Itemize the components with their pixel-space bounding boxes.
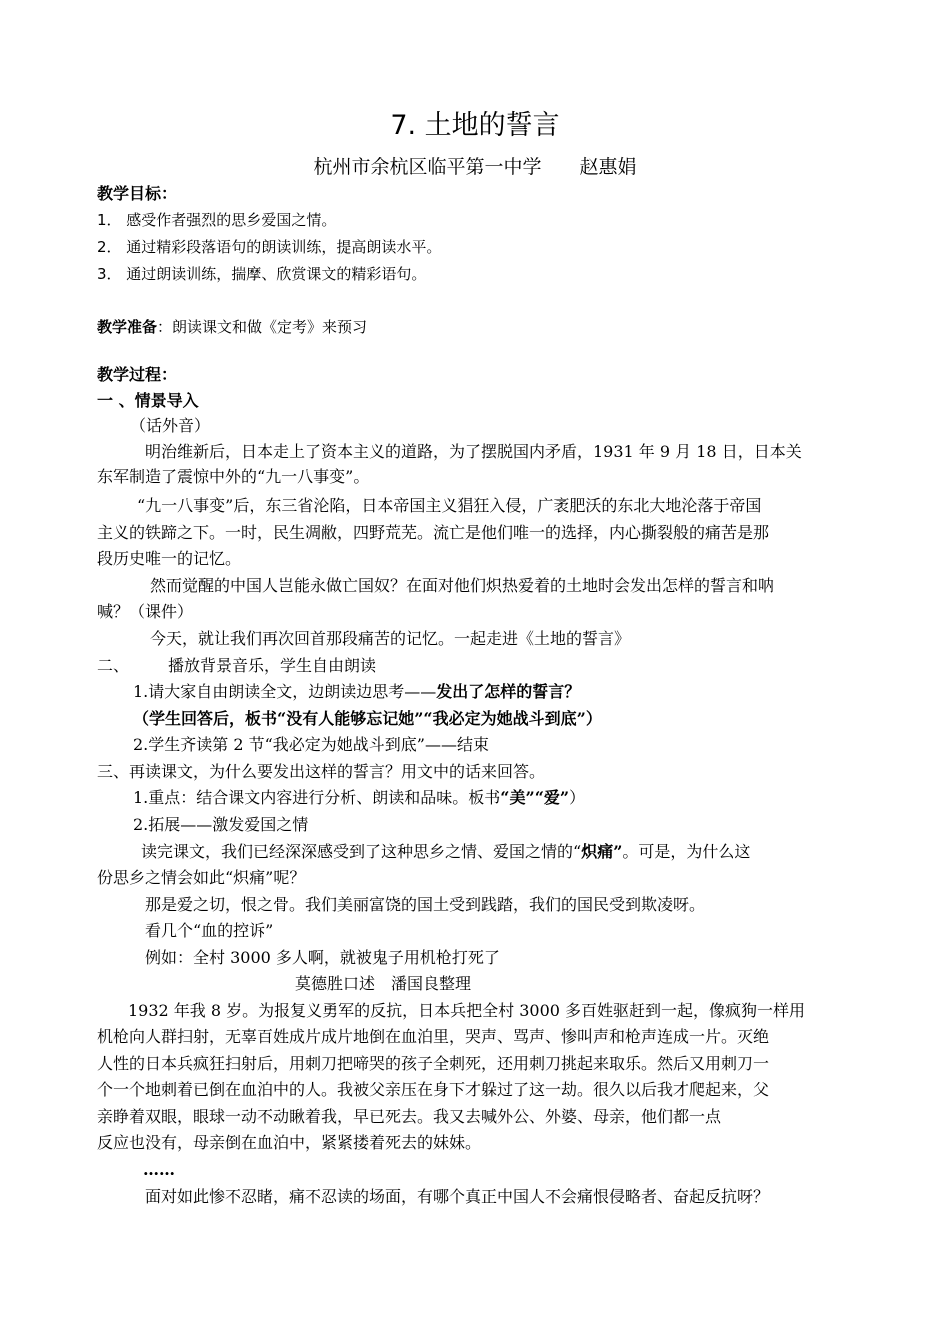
goal-item: 2． 通过精彩段落语句的朗读训练，提高朗读水平。 bbox=[97, 238, 442, 256]
text-emphasis: 炽痛” bbox=[581, 842, 623, 861]
story-line: 机枪向人群扫射，无辜百姓成片成片地倒在血泊里，哭声、骂声、惨叫声和枪声连成一片。灭绝 bbox=[97, 1027, 770, 1046]
paragraph-line: “九一八事变”后，东三省沦陷，日本帝国主义猖狂入侵，广袤肥沃的东北大地沦落于帝国 bbox=[137, 496, 762, 515]
goal-item: 1． 感受作者强烈的思乡爱国之情。 bbox=[97, 211, 337, 229]
item-text: 1.重点：结合课文内容进行分析、朗读和品味。板书 bbox=[133, 788, 501, 807]
paragraph-line: 那是爱之切，恨之骨。我们美丽富饶的国土受到践踏，我们的国民受到欺凌呀。 bbox=[145, 895, 706, 914]
paragraph-line: 例如：全村 3000 多人啊，就被鬼子用机枪打死了 bbox=[145, 948, 500, 967]
item-emphasis: 发出了怎样的誓言？ bbox=[436, 682, 581, 701]
section-2-number: 二、 bbox=[97, 656, 130, 675]
item-emphasis: “美”“爱” bbox=[500, 788, 570, 807]
paragraph-line: 今天，就让我们再次回首那段痛苦的记忆。一起走进《土地的誓言》 bbox=[150, 629, 631, 648]
item-tail: ） bbox=[569, 788, 586, 807]
paragraph-line: 主义的铁蹄之下。一时，民生凋敝，四野荒芜。流亡是他们唯一的选择，内心撕裂般的痛苦是那 bbox=[97, 523, 770, 542]
paragraph-line: 然而觉醒的中国人岂能永做亡国奴？在面对他们炽热爱着的土地时会发出怎样的誓言和呐 bbox=[150, 576, 775, 595]
story-line: 个一个地刺着已倒在血泊中的人。我被父亲压在身下才躲过了这一劫。很久以后我才爬起来，父 bbox=[97, 1080, 770, 1099]
paragraph-line bbox=[141, 840, 750, 864]
goals-heading: 教学目标： bbox=[97, 184, 178, 203]
paragraph-line: 明治维新后，日本走上了资本主义的道路，为了摆脱国内矛盾，1931 年 9 月 18 日，日本关 bbox=[145, 442, 802, 461]
paragraph-line: 面对如此惨不忍睹，痛不忍读的场面，有哪个真正中国人不会痛恨侵略者、奋起反抗呀？ bbox=[145, 1187, 770, 1206]
document-subtitle: 杭州市余杭区临平第一中学 赵惠娟 bbox=[313, 156, 637, 178]
item-text: 1.请大家自由朗读全文，边朗读边思考—— bbox=[133, 682, 437, 701]
paragraph-line: 段历史唯一的记忆。 bbox=[97, 549, 242, 568]
section-3-item-1 bbox=[133, 786, 585, 810]
story-line: 1932 年我 8 岁。为报复义勇军的反抗，日本兵把全村 3000 多百姓驱赶到一起，像疯狗一样用 bbox=[128, 1001, 806, 1020]
section-3-heading: 三、再读课文，为什么要发出这样的誓言？用文中的话来回答。 bbox=[97, 762, 546, 781]
section-2-item-2: 2.学生齐读第 2 节“我必定为她战斗到底”——结束 bbox=[133, 735, 489, 754]
section-1-heading: 一 、情景导入 bbox=[97, 391, 199, 410]
prep-line bbox=[97, 315, 367, 339]
ellipsis: …… bbox=[143, 1160, 175, 1179]
story-line: 人性的日本兵疯狂扫射后，用刺刀把啼哭的孩子全刺死，还用刺刀挑起来取乐。然后又用刺刀一 bbox=[97, 1054, 770, 1073]
prep-label: 教学准备 bbox=[97, 318, 158, 336]
voiceover-label: （话外音） bbox=[130, 416, 211, 435]
section-2-item-1 bbox=[133, 680, 580, 704]
paragraph-line: 喊？（课件） bbox=[97, 602, 194, 621]
paragraph-line: 看几个“血的控诉” bbox=[145, 921, 274, 940]
section-2-heading: 播放背景音乐，学生自由朗读 bbox=[168, 656, 377, 675]
story-line: 亲睁着双眼，眼球一动不动瞅着我，早已死去。我又去喊外公、外婆、母亲，他们都一点 bbox=[97, 1107, 722, 1126]
paragraph-line: 份思乡之情会如此“炽痛”呢？ bbox=[97, 868, 306, 887]
board-note: （学生回答后，板书“没有人能够忘记她”“我必定为她战斗到底”） bbox=[133, 709, 602, 728]
paragraph-line: 东军制造了震惊中外的“九一八事变”。 bbox=[97, 467, 370, 486]
story-line: 反应也没有，母亲倒在血泊中，紧紧搂着死去的妹妹。 bbox=[97, 1133, 482, 1152]
document-title: 7. 土地的誓言 bbox=[390, 110, 560, 141]
text-run: 。可是，为什么这 bbox=[622, 842, 751, 861]
section-3-item-2: 2.拓展——激发爱国之情 bbox=[133, 815, 309, 834]
text-run: 读完课文，我们已经深深感受到了这种思乡之情、爱国之情的“ bbox=[141, 842, 582, 861]
story-source: 莫德胜口述 潘国良整理 bbox=[295, 974, 472, 993]
prep-text: ：朗读课文和做《定考》来预习 bbox=[157, 318, 368, 336]
goal-item: 3． 通过朗读训练，揣摩、欣赏课文的精彩语句。 bbox=[97, 265, 427, 283]
process-heading: 教学过程： bbox=[97, 365, 178, 384]
